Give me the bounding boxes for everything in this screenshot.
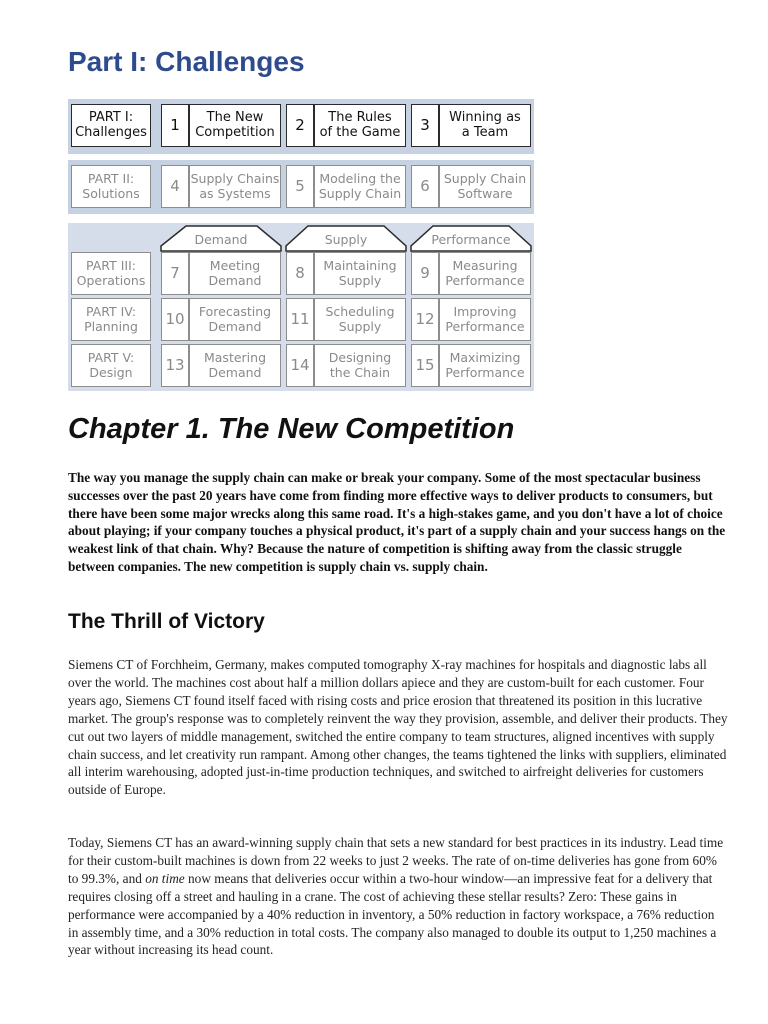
body-paragraph-1: Siemens CT of Forchheim, Germany, makes computed tomography X-ray machines for hospitals and diagnostic labs all over the world. The machines cost about half a million dollars apiece and they are custom-built for each customer. Four years ago, Siemens CT found itself faced with rising costs and price erosion that threatened its position in this lucrative market. The group's response was to completely reinvent the way they provision, assemble, and deliver their products. They cut out two layers of middle management, switched the entire company to team structures, aligned incentives with supply chain success, and let creativity run rampant. Among other changes, the teams tightened the links with suppliers, eliminated all interim warehousing, adopted just-in-time production techniques, and switched to airfreight deliveries for customers outside of Europe. [68,657,728,798]
chapter-14-title [314,344,406,387]
chapter-15-number: 15 [411,344,439,387]
chapter-7-title [189,252,281,295]
chapter-4-number: 4 [161,165,189,208]
chapter-5-line1: Modeling the [319,171,401,187]
part4-label-line2: Planning [84,318,138,334]
chapter-8-line2: Supply [338,272,382,288]
chapter-13-line2: Demand [208,364,262,380]
chapter-11-line2: Supply [338,318,382,334]
chapter-8-title [314,252,406,295]
part-title: Part I: Challenges [68,46,305,77]
chapter-3-line1: Winning as [449,109,521,125]
chapter-7-number: 7 [161,252,189,295]
chapter-15-line2: Performance [445,364,525,380]
chapter-14-line2: the Chain [329,364,391,380]
part3-label-line2: Operations [76,272,146,288]
chapter-9-title [439,252,531,295]
chapter-15-title [439,344,531,387]
chapter-12-line1: Improving [453,304,517,320]
chapter-13-line1: Mastering [203,350,267,366]
chapter-11-number: 11 [286,298,314,341]
chapter-10-number: 10 [161,298,189,341]
chapter-1-number: 1 [161,104,189,147]
body-paragraph-2 [68,834,728,959]
chapter-2-line2: of the Game [319,124,401,140]
performance-header: Performance [431,232,511,247]
part3-label [71,252,151,295]
chapter-5-number: 5 [286,165,314,208]
chapter-10-line2: Demand [208,318,262,334]
chapter-11-line1: Scheduling [325,304,395,320]
part4-label-line1: PART IV: [85,304,137,320]
chapter-12-line2: Performance [445,318,525,334]
chapter-6-number: 6 [411,165,439,208]
chapter-3-number: 3 [411,104,439,147]
part1-label-line2: Challenges [75,124,147,140]
chapter-6-line1: Supply Chain [443,171,527,187]
part2-label-line2: Solutions [82,185,140,201]
para2-text-after: now means that deliveries occur within a two-hour window—an impressive feat for a delivery that requires closing off a street and hauling in a crane. The cost of achieving these stellar results? Zero: These gains in performance were accompanied by a 40% reduction in inventory, a 50% reduction in factory workspace, a 76% reduction in assembly time, and a 30% reduction in total costs. The company also managed to double its output to 1,250 machines a year without increasing its head count. [68,870,717,958]
chapter-4-line2: as Systems [199,185,271,201]
supply-header: Supply [324,232,368,247]
part2-label-line1: PART II: [87,171,135,187]
chapter-5-line2: Supply Chain [318,185,402,201]
chapter-2-line1: The Rules [328,109,392,125]
chapter-title: Chapter 1. The New Competition [68,413,515,445]
chapter-9-number: 9 [411,252,439,295]
part1-label-line1: PART I: [88,109,134,125]
para2-text-before: Today, Siemens CT has an award-winning supply chain that sets a new standard for best practices in its industry. Lead time for their custom-built machines is down from 22 weeks to just 2 weeks. The rate of on-time deliveries has gone from 60% to 99.3%, and [68,835,724,886]
intro-paragraph: The way you manage the supply chain can make or break your company. Some of the most spectacular business successes over the past 20 years have come from finding more effective ways to deliver products to consumers, but there have been some major wrecks along this same road. It's a high-stakes game, and you don't have a lot of choice about playing; if your company touches a physical product, it's part of a supply chain and your success hangs on the weakest link of that chain. Why? Because the nature of competition is shifting away from the classic struggle between companies. The new competition is supply chain vs. supply chain. [68,470,726,574]
chapter-9-line2: Performance [445,272,525,288]
chapter-10-line1: Forecasting [198,304,272,320]
chapter-9-line1: Measuring [452,258,518,274]
section-title: The Thrill of Victory [68,610,265,633]
part5-label-line1: PART V: [87,350,135,366]
chapter-8-number: 8 [286,252,314,295]
part4-label [71,298,151,341]
part5-label-line2: Design [89,364,133,380]
chapter-1-line2: Competition [195,124,275,140]
chapter-4-line1: Supply Chains [190,171,280,187]
part5-label [71,344,151,387]
chapter-14-line1: Designing [328,350,392,366]
chapter-10-title [189,298,281,341]
on-time-emphasis: on time [145,870,185,886]
chapter-6-line2: Software [457,185,513,201]
chapter-2-number: 2 [286,104,314,147]
chapter-14-number: 14 [286,344,314,387]
chapter-15-line1: Maximizing [449,350,521,366]
book-structure-diagram [68,99,534,391]
part3-label-line1: PART III: [86,258,136,274]
chapter-12-number: 12 [411,298,439,341]
chapter-13-title [189,344,281,387]
chapter-8-line1: Maintaining [323,258,397,274]
chapter-1-line1: The New [206,109,264,125]
demand-header: Demand [194,232,248,247]
chapter-3-line2: a Team [461,124,509,140]
chapter-11-title [314,298,406,341]
chapter-7-line1: Meeting [209,258,261,274]
chapter-12-title [439,298,531,341]
chapter-7-line2: Demand [208,272,262,288]
chapter-13-number: 13 [161,344,189,387]
